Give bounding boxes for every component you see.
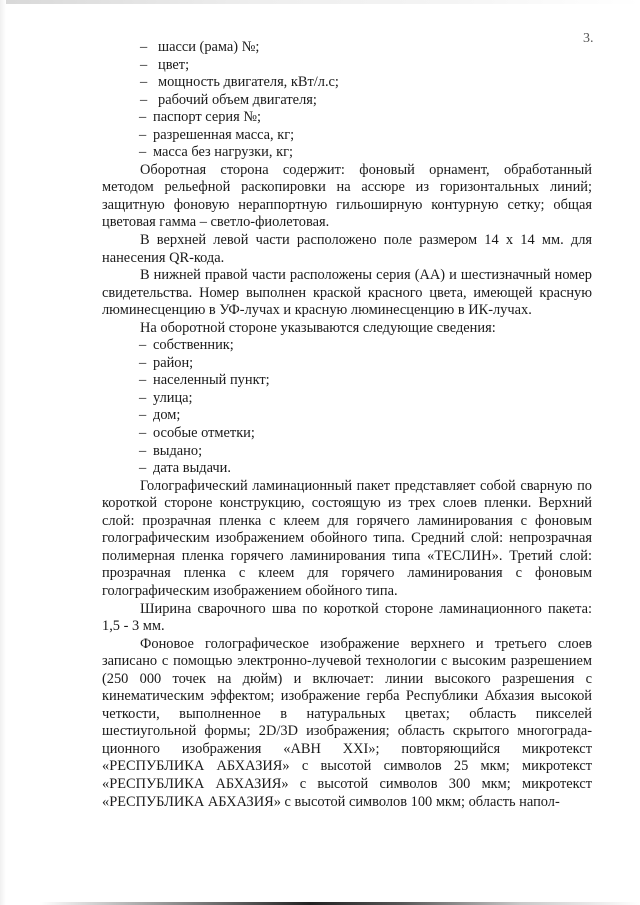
list-item-text: выдано; xyxy=(153,442,203,459)
dash-bullet: – xyxy=(139,144,147,161)
page-number: 3. xyxy=(583,31,594,46)
list-item xyxy=(102,425,592,443)
scan-edge-top xyxy=(0,0,640,4)
list-item xyxy=(102,39,592,57)
list-item-text: населенный пункт; xyxy=(153,372,270,389)
dash-bullet: – xyxy=(140,91,148,108)
dash-bullet: – xyxy=(140,56,148,73)
dash-bullet: – xyxy=(139,354,147,371)
dash-bullet: – xyxy=(139,389,147,406)
list-item xyxy=(102,443,592,461)
list-item-text: шасси (рама) №; xyxy=(158,39,260,55)
list-item-text: особые отметки; xyxy=(153,425,255,442)
list-item-text: мощность двигателя, кВт/л.с; xyxy=(158,74,339,91)
list-item xyxy=(102,57,592,75)
list-item-text: собственник; xyxy=(153,337,234,354)
paragraph-holographic-image: Фоновое голографическое изображение верхнего и третьего слоев записано с помощью электронно-лучевой технологии с высоким разрешением (250 000 точек на дюйм) и включает: линии высокого разрешения с кинематическим эффектом; изображение герба Республики Абхазия высокой четкости, выполненное в натуральных цветах; область пикселей шестиугольной формы; 2D/3D изображения; область скрытого многоградационного изображения «АВН XXI»; повторяющийся микротекст «РЕСПУБЛИКА АБХАЗИЯ» с высотой символов 25 мкм; микротекст «РЕСПУБЛИКА АБХАЗИЯ» с высотой символов 300 мкм; микротекст «РЕСПУБЛИКА АБХАЗИЯ» с высотой символов 100 мкм; область напол- xyxy=(102,635,592,810)
dash-bullet: – xyxy=(139,126,147,143)
dash-bullet: – xyxy=(139,407,147,424)
list-item-text: дата выдачи. xyxy=(153,460,231,477)
dash-bullet: – xyxy=(139,337,147,354)
list-item xyxy=(102,460,592,478)
paragraph-qr-field: В верхней левой части расположено поле размером 14 х 14 мм. для нанесения QR-кода. xyxy=(102,232,592,266)
list-item-text: район; xyxy=(153,354,194,371)
list-item-text: рабочий объем двигателя; xyxy=(158,91,317,108)
list-item xyxy=(102,74,592,92)
list-item xyxy=(102,144,592,162)
list-item xyxy=(102,92,592,110)
list-item-text: паспорт серия №; xyxy=(153,109,262,126)
list-item-text: дом; xyxy=(153,407,181,424)
vehicle-fields-list xyxy=(102,39,592,109)
list-item xyxy=(102,372,592,390)
dash-bullet: – xyxy=(139,460,147,477)
list-item-text: разрешенная масса, кг; xyxy=(153,126,295,143)
document-body xyxy=(102,39,592,811)
paragraph-serial-number: В нижней правой части расположены серия (АА) и шестизначный номер свидетельства. Номер выполнен краской красного цвета, имеющей красную люминесценцию в УФ-лучах и красную люминесценцию в ИК-лучах. xyxy=(102,267,592,319)
dash-bullet: – xyxy=(139,372,147,389)
vehicle-fields-list-2 xyxy=(102,109,592,162)
paragraph-reverse-info-intro: На оборотной стороне указываются следующие сведения: xyxy=(140,319,496,336)
list-item-text: масса без нагрузки, кг; xyxy=(153,144,293,161)
list-item xyxy=(102,407,592,425)
list-item xyxy=(102,337,592,355)
list-item xyxy=(102,355,592,373)
dash-bullet: – xyxy=(140,74,148,91)
list-item xyxy=(102,127,592,145)
list-item xyxy=(102,109,592,127)
list-item-text: улица; xyxy=(153,389,193,406)
dash-bullet: – xyxy=(139,442,147,459)
list-item-text: цвет; xyxy=(158,56,190,73)
scan-edge-left xyxy=(0,0,6,905)
dash-bullet: – xyxy=(139,109,147,126)
paragraph-reverse-side: Оборотная сторона содержит: фоновый орнамент, обработанный методом рельефной раскопировки на ассюре из горизонтальных линий; защитную фоновую нераппортную гильоширную контурную сетку; общая цветовая гамма – светло-фиолетовая. xyxy=(102,161,592,231)
dash-bullet: – xyxy=(140,39,148,55)
list-item xyxy=(102,390,592,408)
reverse-info-list xyxy=(102,337,592,477)
paragraph-laminate-package: Голографический ламинационный пакет представляет собой сварную по короткой стороне конструкцию, состоящую из трех слоев пленки. Верхний слой: прозрачная пленка с клеем для горячего ламинирования с фоновым голографическим изображением обойного типа. Средний слой: непрозрачная полимерная пленка горячего ламинирования типа «ТЕСЛИН». Третий слой: прозрачная пленка с клеем для горячего ламинирования с фоновым голографическим изображением обойного типа. xyxy=(102,477,592,599)
paragraph-weld-width: Ширина сварочного шва по короткой стороне ламинационного пакета: 1,5 - 3 мм. xyxy=(102,600,592,635)
dash-bullet: – xyxy=(139,425,147,442)
